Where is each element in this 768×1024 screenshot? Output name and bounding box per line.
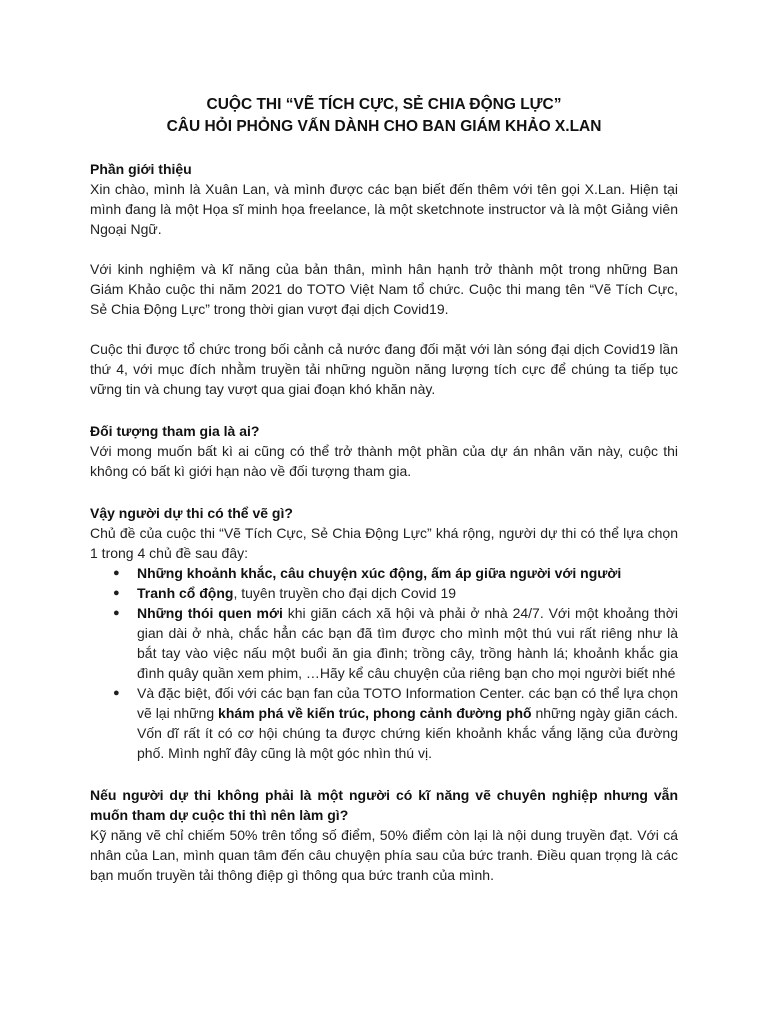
bullet-icon: ● — [113, 607, 120, 619]
topics-paragraph: Chủ đề của cuộc thi “Vẽ Tích Cực, Sẻ Chia Động Lực” khá rộng, người dự thi có thể lựa chọn 1 trong 4 chủ đề sau đây: — [90, 525, 678, 561]
list-item — [113, 583, 678, 603]
bullet-icon: ● — [113, 587, 120, 599]
topics-section — [90, 503, 678, 763]
participants-heading: Đối tượng tham gia là ai? — [90, 423, 260, 439]
nonpro-section — [90, 785, 678, 885]
topics-heading: Vậy người dự thi có thể vẽ gì? — [90, 505, 293, 521]
topic-bold: Tranh cổ động — [137, 585, 234, 601]
list-item — [113, 603, 678, 683]
intro-paragraph-2: Với kinh nghiệm và kĩ năng của bản thân, mình hân hạnh trở thành một trong những Ban Giám Khảo cuộc thi năm 2021 do TOTO Việt Nam tổ chức. Cuộc thi mang tên “Vẽ Tích Cực, Sẻ Chia Động Lực” trong thời gian vượt đại dịch Covid19. — [90, 261, 678, 317]
nonpro-heading: Nếu người dự thi không phải là một người có kĩ năng vẽ chuyên nghiệp nhưng vẫn muốn tham dự cuộc thi thì nên làm gì? — [90, 787, 678, 823]
intro-heading: Phần giới thiệu — [90, 161, 192, 177]
bullet-icon: ● — [113, 567, 120, 579]
topic-bold: Những thói quen mới — [137, 605, 283, 621]
participants-section — [90, 421, 678, 481]
bullet-icon: ● — [113, 687, 120, 699]
intro-paragraph-3: Cuộc thi được tổ chức trong bối cảnh cả nước đang đối mặt với làn sóng đại dịch Covid19 lần thứ 4, với mục đích nhằm truyền tải những nguồn năng lượng tích cực để chúng ta tiếp tục vững tin và chung tay vượt qua giai đoạn khó khăn này. — [90, 341, 678, 397]
title-line-2: CÂU HỎI PHỎNG VẤN DÀNH CHO BAN GIÁM KHẢO X.LAN — [166, 118, 602, 135]
topics-list — [90, 563, 678, 763]
nonpro-paragraph: Kỹ năng vẽ chỉ chiếm 50% trên tổng số điểm, 50% điểm còn lại là nội dung truyền đạt. Với cá nhân của Lan, mình quan tâm đến câu chuyện phía sau của bức tranh. Điều quan trọng là các bạn muốn truyền tải thông điệp gì thông qua bức tranh của mình. — [90, 827, 678, 883]
topic-text: khi giãn cách xã hội và phải ở nhà 24/7. Với một khoảng thời gian dài ở nhà, chắc hẳn các bạn đã tìm được cho mình một thú vui rất riêng như là bắt tay vào việc nấu một buổi ăn gia đình; trồng cây, trồng hành lá; khoảnh khắc gia đình quây quần xem phim, …Hãy kể câu chuyện của riêng bạn cho mọi người biết nhé — [137, 605, 678, 681]
topic-text-before: Và đặc biệt, đối với các bạn fan của TOTO Information Center. các bạn có thể lựa chọn vẽ lại những — [137, 685, 678, 721]
document-title — [90, 94, 678, 138]
list-item — [113, 683, 678, 763]
participants-paragraph: Với mong muốn bất kì ai cũng có thể trở thành một phần của dự án nhân văn này, cuộc thi không có bất kì giới hạn nào về đối tượng tham gia. — [90, 443, 678, 479]
intro-paragraph-1: Xin chào, mình là Xuân Lan, và mình được các bạn biết đến thêm với tên gọi X.Lan. Hiện tại mình đang là một Họa sĩ minh họa freelance, là một sketchnote instructor và là một Giảng viên Ngoại Ngữ. — [90, 181, 678, 237]
title-line-1: CUỘC THI “VẼ TÍCH CỰC, SẺ CHIA ĐỘNG LỰC” — [206, 96, 562, 113]
list-item — [113, 563, 678, 583]
topic-bold: Những khoảnh khắc, câu chuyện xúc động, ấm áp giữa người với người — [137, 565, 622, 581]
topic-text: , tuyên truyền cho đại dịch Covid 19 — [233, 585, 457, 601]
topic-bold: khám phá về kiến trúc, phong cảnh đường phố — [218, 705, 532, 721]
intro-section — [90, 159, 678, 399]
topic-text: những ngày giãn cách. Vốn dĩ rất ít có cơ hội chúng ta được chứng kiến khoảnh khắc vắng lặng của đường phố. Mình nghĩ đây cũng là một góc nhìn thú vị. — [137, 705, 678, 761]
